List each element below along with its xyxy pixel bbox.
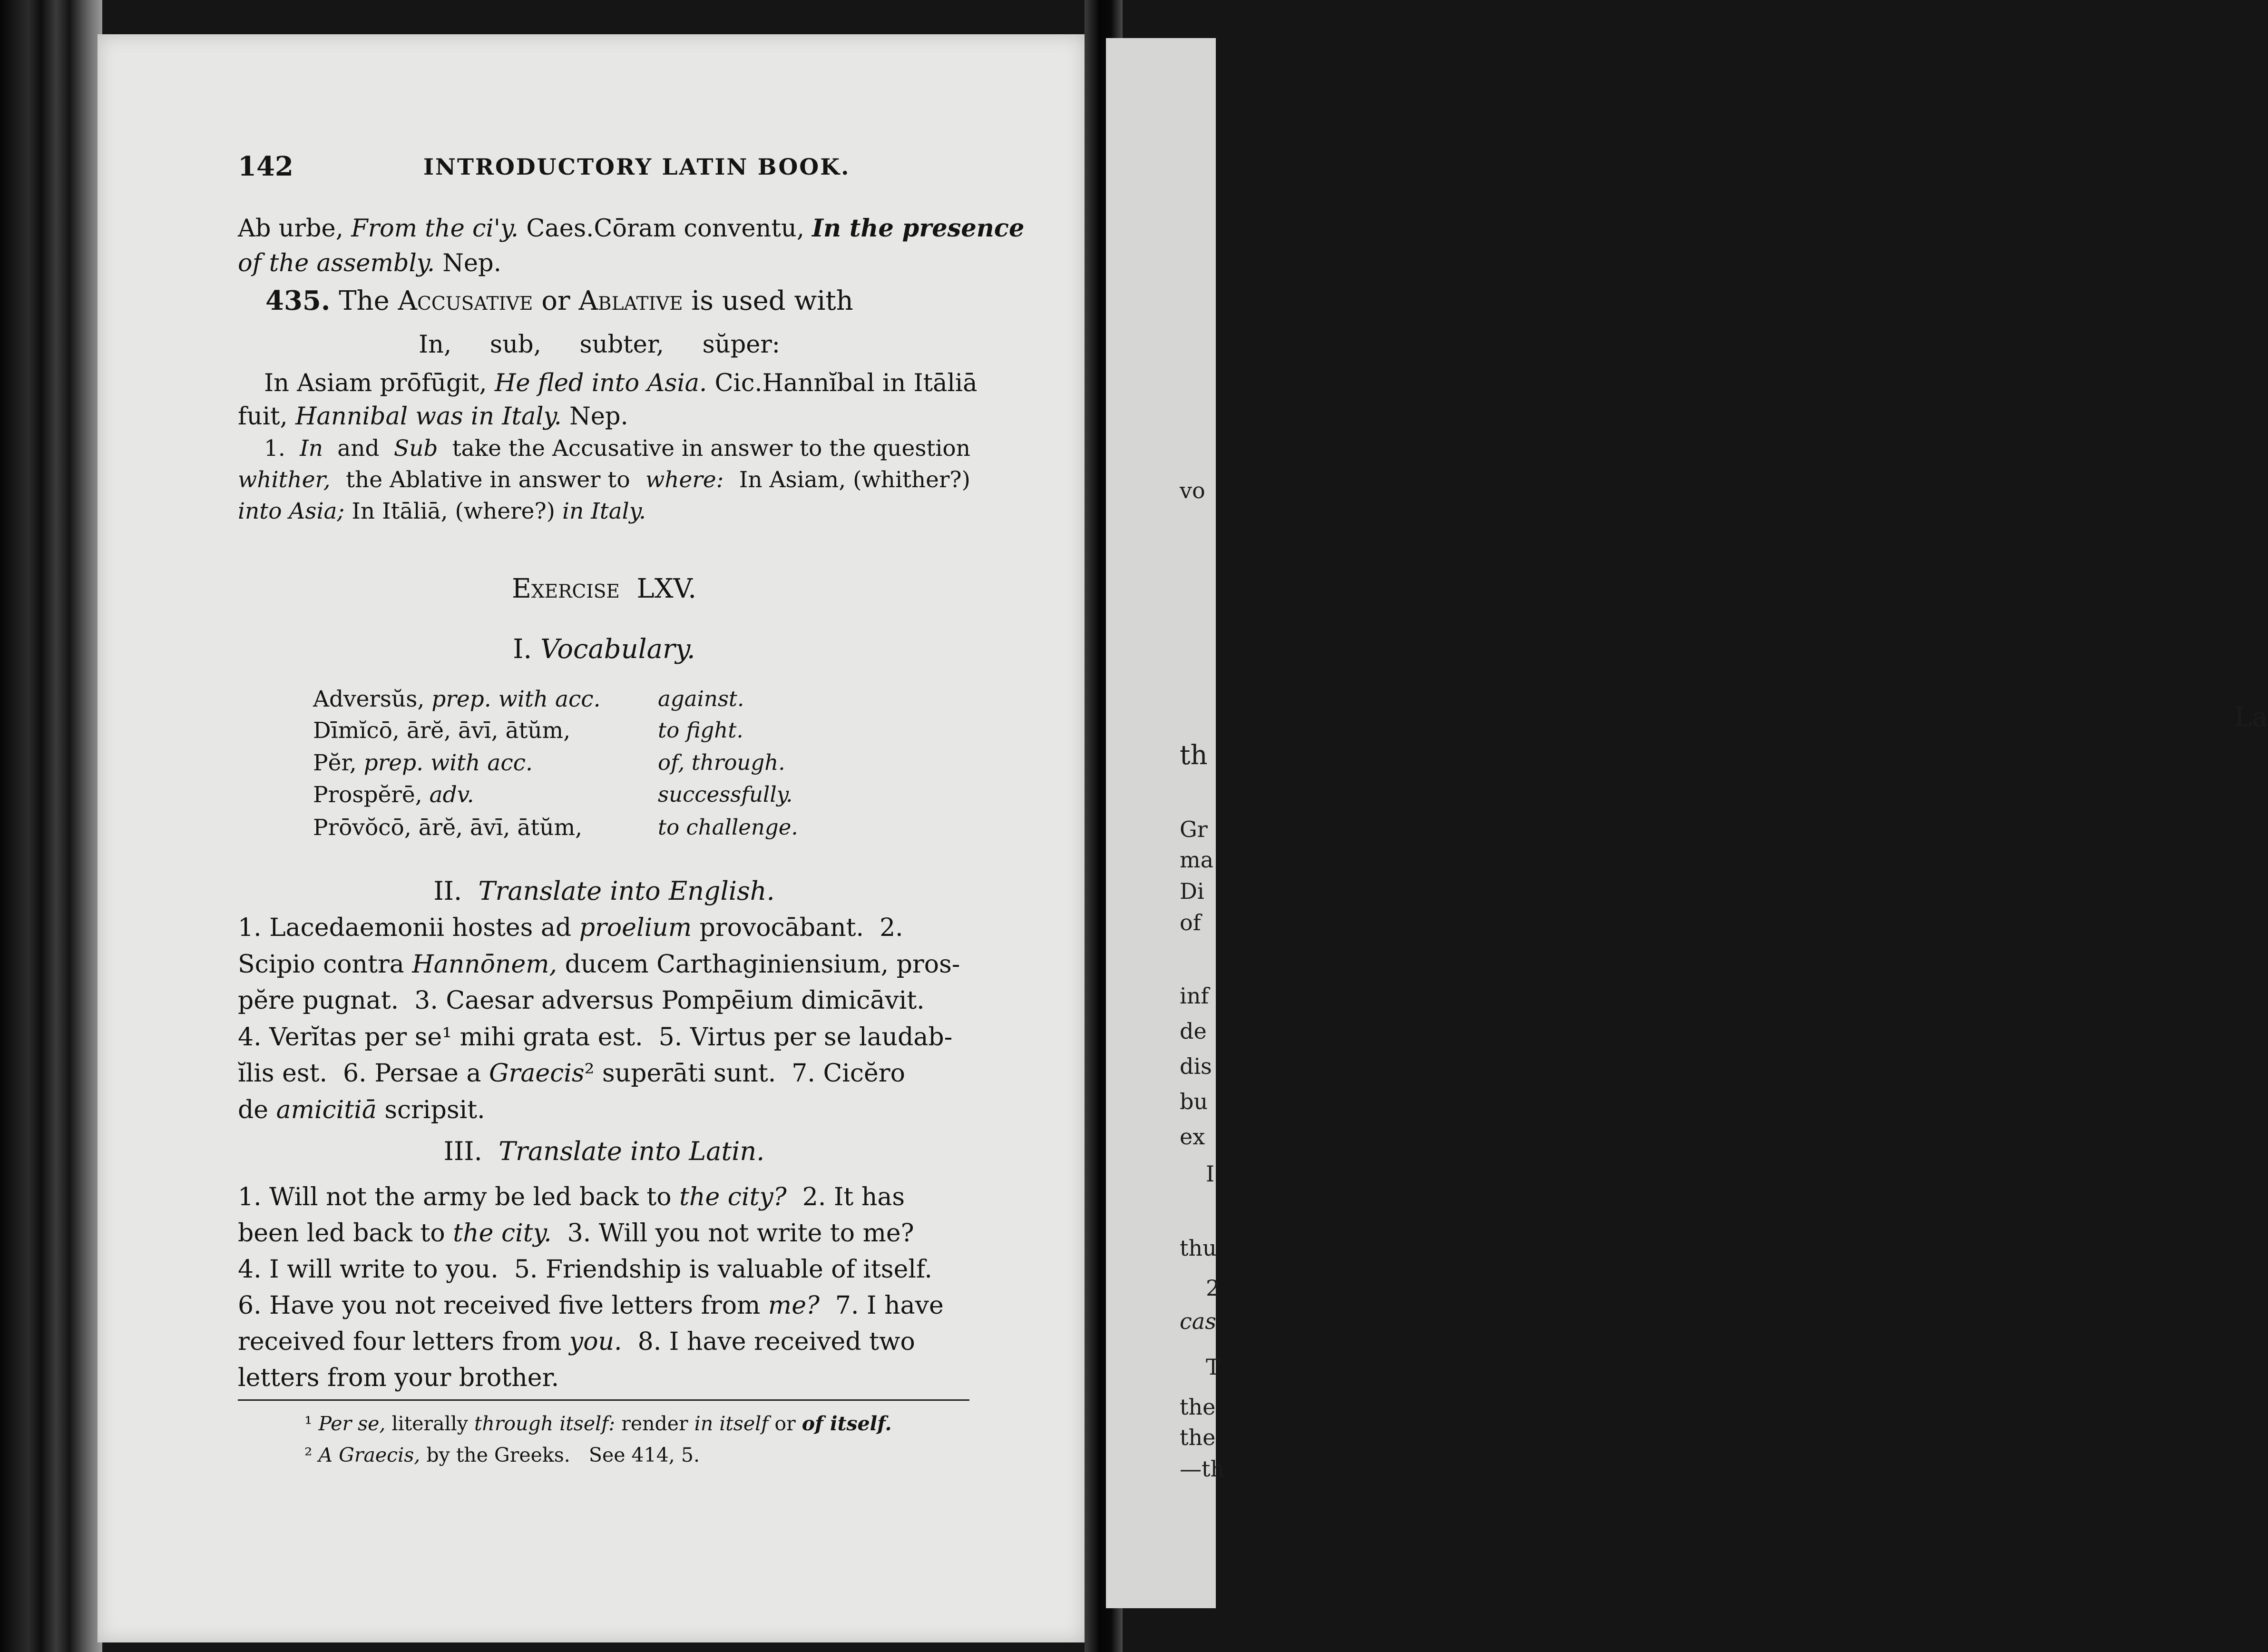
case-name: Accusative: [398, 285, 533, 316]
text-run: A Graecis,: [318, 1444, 420, 1466]
preceding-example: [238, 214, 1025, 278]
rule-435: [238, 285, 978, 525]
latin-text: fuit,: [238, 403, 288, 431]
text-line: [238, 214, 1025, 243]
text-run: The: [339, 285, 390, 316]
translation-text: He fled into Asia.: [494, 369, 707, 397]
latin-text: In: [300, 435, 323, 462]
book-spine-edge: [0, 0, 102, 1652]
preposition-list: [419, 333, 780, 357]
footnote-1: [304, 1414, 892, 1434]
emphasis-text: amicitiā: [276, 1095, 377, 1124]
preposition: subter,: [579, 331, 664, 359]
text-run: de: [238, 1095, 276, 1124]
adjacent-text: the: [1180, 1425, 1216, 1450]
adjacent-text: thu: [1180, 1235, 1217, 1261]
adjacent-text: ma: [1180, 847, 1214, 873]
sentence-line: [238, 1257, 932, 1282]
latin-text: In Asiam prōfūgit,: [264, 369, 487, 397]
adjacent-text: T: [1206, 1354, 1221, 1380]
preposition: sŭper:: [702, 331, 780, 359]
vocab-english: to fight.: [658, 718, 743, 743]
latin-text: Cōram conventu,: [594, 215, 804, 243]
text-run: or: [541, 285, 570, 316]
text-run: 2. It has: [786, 1183, 905, 1211]
sentence-line: [238, 1185, 905, 1210]
text-run: ducem Carthaginiensium, pros-: [557, 950, 960, 979]
sentence-line: [238, 1095, 485, 1124]
sentence-line: [238, 1366, 559, 1390]
text-run: 1. Will not the army be led back to: [238, 1183, 680, 1211]
page-number: 142: [238, 151, 293, 182]
text-run: been led back to: [238, 1219, 453, 1248]
vocab-english: to challenge.: [658, 815, 798, 840]
emphasis-text: the city?: [679, 1183, 787, 1211]
source-abbrev: Cic.: [714, 369, 763, 397]
part3-heading: [238, 1136, 970, 1166]
text-run: 8. I have received two: [622, 1328, 915, 1356]
text-run: of itself.: [802, 1412, 892, 1435]
adjacent-text: La: [2234, 702, 2268, 733]
part3-sentences: [238, 1185, 970, 1399]
text-run: render: [615, 1412, 694, 1435]
emphasis-text: Hannōnem,: [412, 950, 557, 979]
footnote-mark: ¹: [304, 1412, 313, 1435]
text-run: 4. I will write to you. 5. Friendship is valuable of itself.: [238, 1255, 932, 1284]
text-run: by the Greeks. See 414, 5.: [420, 1444, 700, 1466]
source-abbrev: Caes.: [526, 215, 594, 243]
part-of-speech: prep. with acc.: [431, 686, 601, 712]
vocab-latin: [313, 752, 533, 774]
text-line: [238, 251, 501, 275]
adjacent-text: ex: [1180, 1124, 1205, 1150]
text-run: 4. Verĭtas per se¹ mihi grata est. 5. Virtus per se laudab-: [238, 1023, 953, 1052]
text-run: [238, 216, 594, 241]
text-run: Translate into English.: [478, 876, 775, 906]
text-run: II.: [433, 876, 462, 906]
exercise-title: [238, 573, 970, 604]
text-run: is used with: [691, 285, 853, 316]
text-run: or: [768, 1412, 802, 1435]
text-run: ĭlis est. 6. Persae a: [238, 1059, 489, 1088]
adjacent-text: inf: [1180, 983, 1209, 1009]
adjacent-text: the: [1180, 1394, 1216, 1420]
text-run: received four letters from: [238, 1328, 569, 1356]
text-run: In Asiam, (whither?): [739, 467, 970, 493]
part-of-speech: prep. with acc.: [363, 750, 533, 776]
sentence-line: [238, 1061, 905, 1086]
vocab-latin: Prōvŏcō, ārĕ, āvī, ātŭm,: [313, 815, 583, 841]
emphasis-text: me?: [768, 1291, 820, 1320]
rule-number: 435.: [265, 285, 331, 316]
text-run: [238, 371, 763, 395]
sentence-line: [238, 915, 903, 940]
adjacent-text: bu: [1180, 1089, 1208, 1114]
translation-text: From the ci'y.: [351, 215, 519, 243]
note-line: [238, 500, 646, 522]
vocab-latin: [313, 688, 601, 710]
text-run: Per se,: [318, 1412, 386, 1435]
adjacent-text: vo: [1180, 478, 1205, 503]
adjacent-text: dis: [1180, 1053, 1212, 1079]
adjacent-text: de: [1180, 1018, 1207, 1044]
running-title: INTRODUCTORY LATIN BOOK.: [423, 154, 850, 180]
sentence-line: [238, 952, 960, 977]
sentence-line: [238, 1329, 915, 1354]
translation-text: of the assembly.: [238, 249, 435, 277]
source-abbrev: Nep.: [442, 249, 501, 277]
example-line: [238, 369, 978, 397]
text-run: provocābant. 2.: [692, 914, 903, 942]
text-run: III.: [443, 1136, 482, 1166]
vocab-english: successfully.: [658, 782, 793, 807]
adjacent-text: th: [1180, 740, 1208, 771]
text-run: Translate into Latin.: [499, 1136, 765, 1166]
text-run: 6. Have you not received five letters from: [238, 1291, 768, 1320]
adjacent-text: —th: [1180, 1456, 1225, 1482]
emphasis-text: proelium: [579, 914, 692, 942]
preposition: sub,: [489, 331, 541, 359]
note-line: [238, 437, 970, 460]
text-run: 1. Lacedaemonii hostes ad: [238, 914, 579, 942]
latin-text: Ab urbe,: [238, 215, 343, 243]
text-run: 7. I have: [819, 1291, 944, 1320]
part2-heading: [238, 878, 970, 904]
text-run: the Ablative in answer to: [346, 467, 630, 493]
sentence-line: [238, 1025, 952, 1050]
text-run: letters from your brother.: [238, 1364, 559, 1392]
emphasis-text: Graecis: [489, 1059, 585, 1088]
text-run: Prospĕrē,: [313, 782, 422, 808]
adjacent-text: Di: [1180, 878, 1204, 904]
footnote-mark: ²: [304, 1444, 313, 1466]
latin-text: Sub: [393, 435, 438, 462]
text-run: pĕre pugnat. 3. Caesar adversus Pompēium dimicāvit.: [238, 986, 925, 1015]
sentence-line: [238, 1293, 944, 1318]
text-run: 3. Will you not write to me?: [551, 1219, 914, 1248]
rule-statement: [265, 287, 853, 315]
footnote-2: [304, 1446, 700, 1465]
text-run: LXV.: [636, 573, 697, 604]
sentence-line: [238, 1221, 914, 1246]
vocab-english: against.: [658, 686, 744, 711]
text-run: Pĕr,: [313, 750, 357, 776]
part2-sentences: [238, 915, 970, 1134]
text-run: I.: [513, 634, 532, 665]
part-of-speech: adv.: [429, 782, 474, 808]
text-run: Exercise: [511, 573, 620, 604]
preposition: In,: [419, 331, 452, 359]
vocabulary-heading: [238, 636, 970, 663]
text-run: [594, 216, 1024, 241]
text-run: literally: [385, 1412, 474, 1435]
text-run: where:: [645, 467, 724, 493]
text-run: in Italy.: [562, 498, 646, 524]
text-run: whither,: [238, 467, 331, 493]
text-run: scripsit.: [376, 1095, 485, 1124]
text-run: In Itāliā, (where?): [352, 498, 556, 524]
emphasis-text: the city.: [453, 1219, 552, 1248]
text-run: ² superāti sunt. 7. Cicĕro: [584, 1059, 905, 1088]
example-line: [238, 404, 628, 429]
latin-text: Hannĭbal in Itāliā: [762, 369, 978, 397]
emphasis-text: you.: [569, 1328, 622, 1356]
text-run: Adversŭs,: [313, 686, 425, 712]
vocab-english: of, through.: [658, 750, 785, 775]
footnote-rule: [238, 1399, 969, 1401]
text-run: take the Accusative in answer to the question: [452, 435, 970, 462]
adjacent-text: of: [1180, 910, 1201, 935]
source-abbrev: Nep.: [569, 403, 628, 431]
translation-text: Hannibal was in Italy.: [295, 403, 562, 431]
text-run: through itself:: [474, 1412, 616, 1435]
vocab-latin: Dīmĭcō, ārĕ, āvī, ātŭm,: [313, 718, 571, 744]
vocab-latin: [313, 784, 474, 806]
note-line: [238, 469, 970, 491]
case-name: Ablative: [578, 285, 683, 316]
text-run: Vocabulary.: [540, 634, 695, 665]
text-run: Scipio contra: [238, 950, 412, 979]
text-run: and: [337, 435, 380, 462]
adjacent-text: 2: [1206, 1275, 1220, 1301]
text-run: in itself: [694, 1412, 769, 1435]
adjacent-page-fragment: [1106, 38, 2268, 1608]
adjacent-text: cas: [1180, 1308, 1216, 1334]
sentence-line: [238, 988, 925, 1013]
note-number: 1.: [264, 435, 285, 462]
adjacent-text: Gr: [1180, 816, 1208, 842]
text-run: into Asia;: [238, 498, 345, 524]
adjacent-text: I: [1206, 1161, 1215, 1187]
translation-text: In the presence: [812, 214, 1025, 243]
